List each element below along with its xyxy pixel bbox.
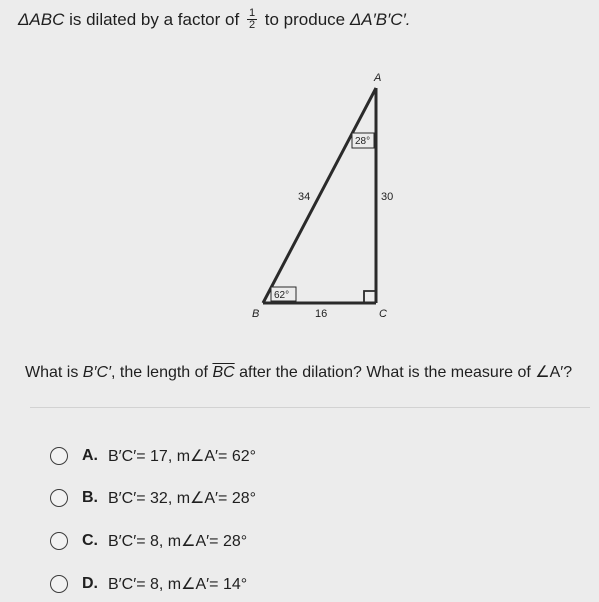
answer-choice-d[interactable]: [50, 570, 247, 598]
choice-letter: D.: [82, 575, 98, 592]
choice-text: B′C′= 32, m∠A′= 28°: [108, 490, 257, 507]
side-bc-length: 16: [315, 308, 328, 320]
choice-letter: C.: [82, 532, 98, 549]
fraction-numerator: 1: [248, 7, 256, 19]
side-ab-length: 34: [298, 191, 311, 203]
side-ab-line: [263, 88, 376, 303]
vertex-c-label: C: [379, 308, 387, 320]
choice-letter: A.: [82, 447, 98, 464]
vertex-b-label: B: [252, 308, 260, 320]
choice-letter: B.: [82, 489, 98, 506]
angle-a-measure: 28°: [355, 136, 371, 147]
angle-b-measure: 62°: [274, 290, 290, 301]
vertex-a-label: A: [374, 72, 382, 84]
question-part-3: after the dilation? What is the measure of ∠A′?: [234, 364, 573, 381]
radio-button[interactable]: [50, 532, 68, 550]
prompt-text-2: to produce: [260, 9, 350, 29]
side-ac-length: 30: [381, 191, 394, 203]
choice-text: B′C′= 17, m∠A′= 62°: [108, 448, 257, 465]
segment-bc-label: $\overline{BC}$: [212, 364, 235, 381]
radio-button[interactable]: [50, 575, 68, 593]
choice-text: B′C′= 8, m∠A′= 28°: [108, 533, 248, 550]
question-text: [25, 362, 572, 382]
triangle-image-label: ΔA′B′C′.: [349, 9, 411, 29]
answer-choice-b[interactable]: [50, 484, 256, 512]
fraction-denominator: 2: [248, 19, 256, 31]
radio-button[interactable]: [50, 447, 68, 465]
question-part-2: , the length of: [111, 364, 213, 381]
choice-text: B′C′= 8, m∠A′= 14°: [108, 576, 248, 593]
answer-choice-c[interactable]: [50, 527, 247, 555]
question-part-1: What is: [25, 364, 83, 381]
triangle-abc-label: ΔABC: [18, 9, 65, 29]
bc-prime-label: B′C′: [82, 364, 112, 381]
answer-choice-a[interactable]: [50, 442, 256, 470]
prompt-text-1: is dilated by a factor of: [64, 9, 240, 29]
radio-button[interactable]: [50, 489, 68, 507]
right-angle-marker: [364, 291, 376, 303]
triangle-sides: [263, 88, 376, 303]
divider: [30, 407, 590, 408]
